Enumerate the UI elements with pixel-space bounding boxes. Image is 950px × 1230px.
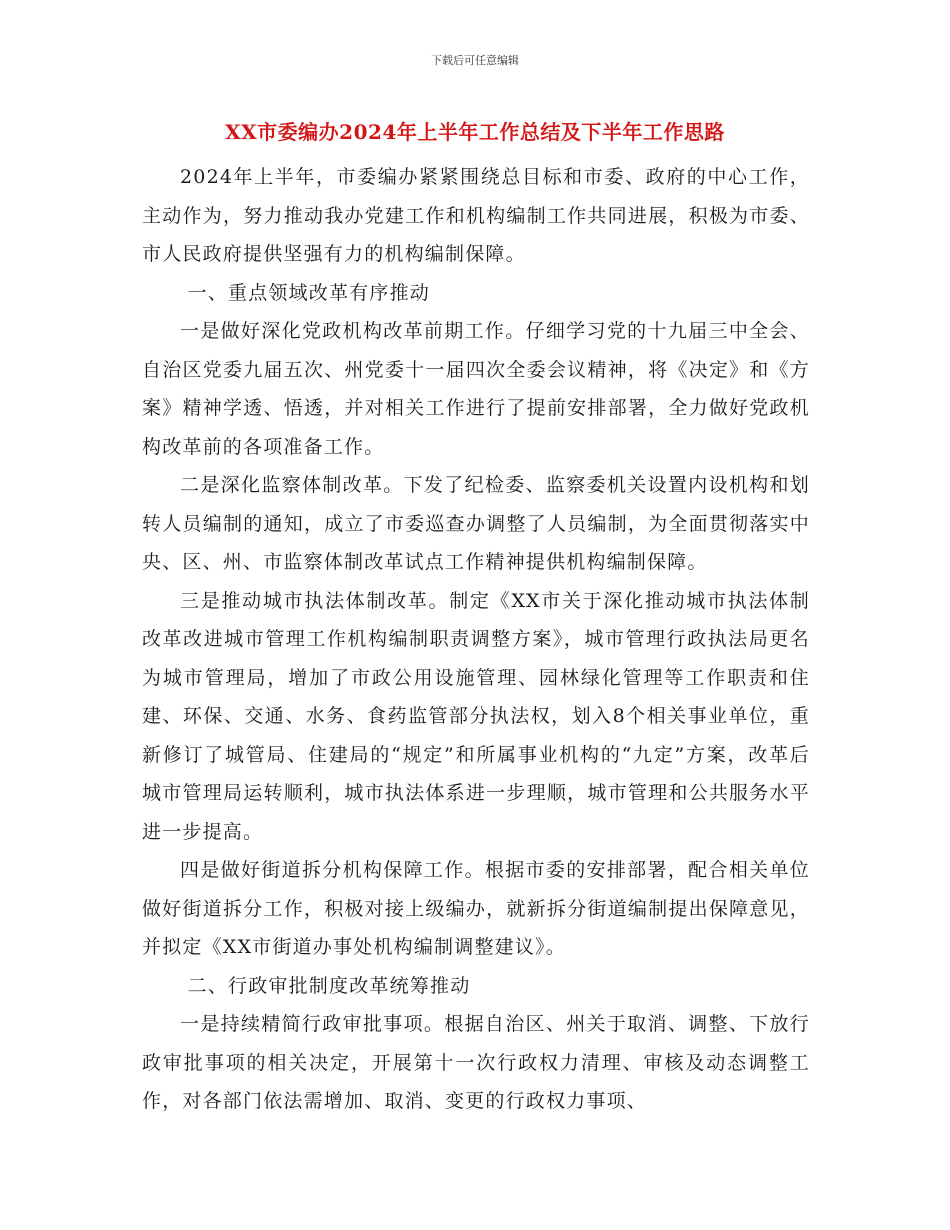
paragraph-intro: 2024年上半年，市委编办紧紧围绕总目标和市委、政府的中心工作，主动作为，努力推动我办党建工作和机构编制工作共同进展，积极为市委、市人民政府提供坚强有力的机构编制保障。 (142, 166, 810, 265)
section-heading-2: 二、行政审批制度改革统筹推动 (187, 974, 471, 997)
paragraph-item: 三是推动城市执法体制改革。制定《XX市关于深化推动城市执法体制改革改进城市管理工作机构编制职责调整方案》，城市管理行政执法局更名为城市管理局，增加了市政公用设施管理、园林绿化管理等工作职责和住建、环保、交通、水务、食药监管部分执法权，划入8个相关事业单位，重新修订了城管局、住建局的“规定”和所属事业机构的“九定”方案，改革后城市管理局运转顺利，城市执法体系进一步理顺，城市管理和公共服务水平进一步提高。 (142, 589, 810, 843)
paragraph-item: 二是深化监察体制改革。下发了纪检委、监察委机关设置内设机构和划转人员编制的通知，成立了市委巡查办调整了人员编制，为全面贯彻落实中央、区、州、市监察体制改革试点工作精神提供机构编制保障。 (142, 474, 810, 573)
paragraph-item: 四是做好街道拆分机构保障工作。根据市委的安排部署，配合相关单位做好街道拆分工作，积极对接上级编办，就新拆分街道编制提出保障意见，并拟定《XX市街道办事处机构编制调整建议》。 (142, 859, 810, 958)
header-note: 下载后可任意编辑 (431, 54, 519, 67)
section-heading-1: 一、重点领域改革有序推动 (187, 281, 430, 304)
paragraph-item: 一是持续精简行政审批事项。根据自治区、州关于取消、调整、下放行政审批事项的相关决定，开展第十一次行政权力清理、审核及动态调整工作，对各部门依法需增加、取消、变更的行政权力事项、 (142, 1013, 810, 1112)
document-body (142, 158, 810, 1121)
paragraph-item: 一是做好深化党政机构改革前期工作。仔细学习党的十九届三中全会、自治区党委九届五次、州党委十一届四次全委会议精神，将《决定》和《方案》精神学透、悟透，并对相关工作进行了提前安排部署，全力做好党政机构改革前的各项准备工作。 (142, 320, 810, 458)
document-title: XX市委编办2024年上半年工作总结及下半年工作思路 (225, 120, 725, 144)
